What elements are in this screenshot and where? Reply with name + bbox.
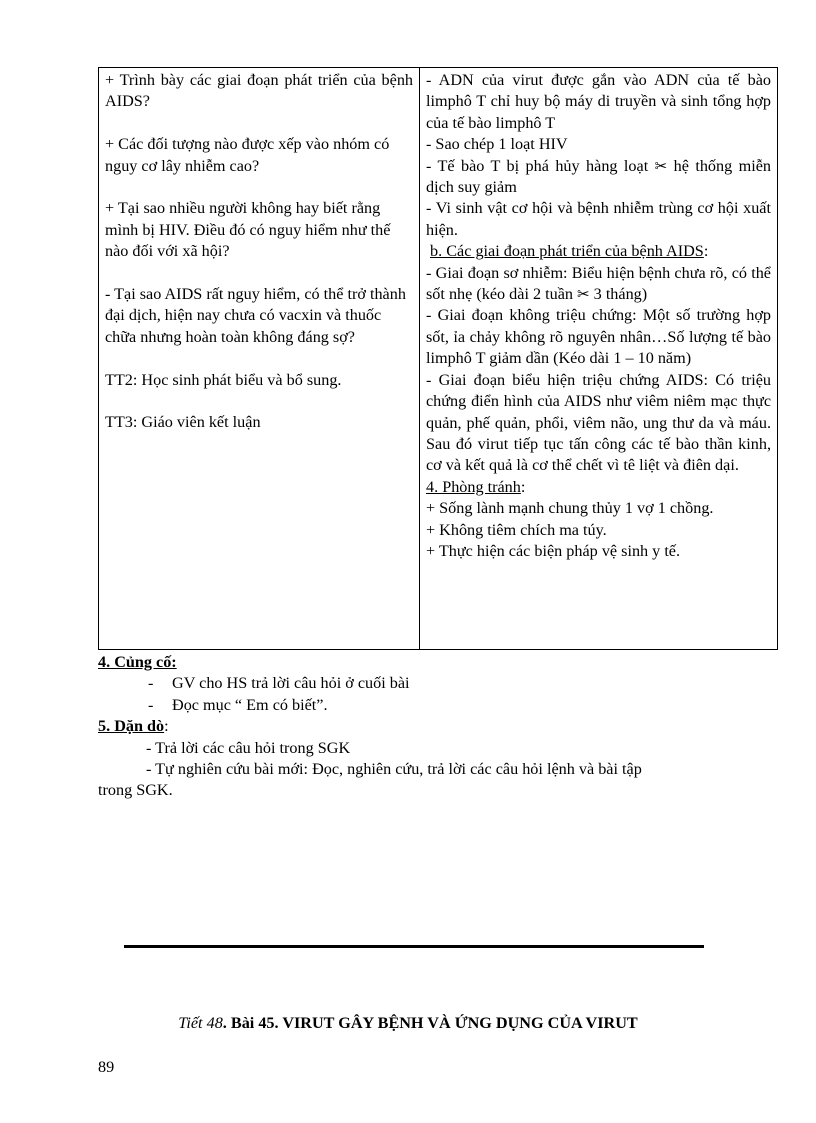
section-b-heading: b. Các giai đoạn phát triển của bệnh AIDS:	[430, 242, 709, 261]
dando-item: - Tự nghiên cứu bài mới: Đọc, nghiên cứu, trả lời các câu hỏi lệnh và bài tập	[146, 760, 642, 779]
stage-primary: - Giai đoạn sơ nhiễm: Biểu hiện bệnh chưa rõ, có thể sốt nhẹ (kéo dài 2 tuần ✂ 3 tháng)	[426, 263, 771, 304]
cungco-item: - Đọc mục “ Em có biết”.	[148, 695, 328, 714]
table-right-cell	[420, 68, 778, 650]
table-left-cell	[99, 68, 420, 650]
lesson-table	[98, 67, 778, 650]
answer-t-cells: - Tế bào T bị phá hủy hàng loạt ✂ hệ thống miễn dịch suy giảm	[426, 156, 771, 197]
section-divider	[124, 945, 704, 948]
prevention-item: + Không tiêm chích ma túy.	[426, 520, 607, 539]
scissors-icon: ✂	[577, 285, 590, 304]
lesson-title: Tiết 48. Bài 45. VIRUT GÂY BỆNH VÀ ỨNG DỤNG CỦA VIRUT	[178, 1014, 638, 1032]
answer-replicate: - Sao chép 1 loạt HIV	[426, 135, 568, 154]
cungco-item: - GV cho HS trả lời câu hỏi ở cuối bài	[148, 674, 410, 693]
question-risk-groups: + Các đối tượng nào được xếp vào nhóm có nguy cơ lây nhiễm cao?	[105, 135, 390, 175]
stage-aids: - Giai đoạn biểu hiện triệu chứng AIDS: Có triệu chứng điển hình của AIDS như viêm niêm mạc thực quản, phế quản, phổi, viêm não, ung thư da và máu. Sau đó virut tiếp tục tấn công các tế bào thần kinh, cơ và kết quả là cơ thể chết vì tê liệt và điên dại.	[426, 370, 771, 475]
post-table-content	[98, 652, 778, 802]
dando-item: - Trả lời các câu hỏi trong SGK	[146, 738, 351, 757]
page-number: 89	[98, 1058, 115, 1076]
answer-adn: - ADN của virut được gắn vào ADN của tế bào limphô T chỉ huy bộ máy di truyền và sinh tổng hợp của tế bào limphô T	[426, 71, 771, 132]
table-row	[99, 68, 778, 650]
prevention-item: + Thực hiện các biện pháp vệ sinh y tế.	[426, 541, 681, 560]
dando-heading: 5. Dặn dò:	[98, 717, 169, 736]
question-stages: + Trình bày các giai đoạn phát triển của bệnh AIDS?	[105, 71, 413, 111]
stage-asymptomatic: - Giai đoạn không triệu chứng: Một số trường hợp sốt, ỉa chảy không rõ nguyên nhân…Số lượng tế bào limphô T giảm dần (Kéo dài 1 – 10 năm)	[426, 306, 771, 368]
tt3-text: TT3: Giáo viên kết luận	[105, 413, 261, 432]
section-4-heading: 4. Phòng tránh:	[426, 477, 526, 496]
scissors-icon: ✂	[654, 156, 668, 175]
dando-item-continuation: trong SGK.	[98, 781, 173, 800]
tt2-text: TT2: Học sinh phát biểu và bổ sung.	[105, 370, 342, 389]
prevention-item: + Sống lành mạnh chung thủy 1 vợ 1 chồng.	[426, 499, 714, 518]
question-unaware: + Tại sao nhiều người không hay biết rằng mình bị HIV. Điều đó có nguy hiểm như thế nào đối với xã hội?	[105, 199, 391, 261]
question-danger: - Tại sao AIDS rất nguy hiểm, có thể trở thành đại dịch, hiện nay chưa có vacxin và thuốc chữa nhưng hoàn toàn không đáng sợ?	[105, 285, 406, 346]
answer-opportunistic: - Vi sinh vật cơ hội và bệnh nhiễm trùng cơ hội xuất hiện.	[426, 199, 771, 239]
cungco-heading: 4. Củng cố:	[98, 653, 177, 671]
